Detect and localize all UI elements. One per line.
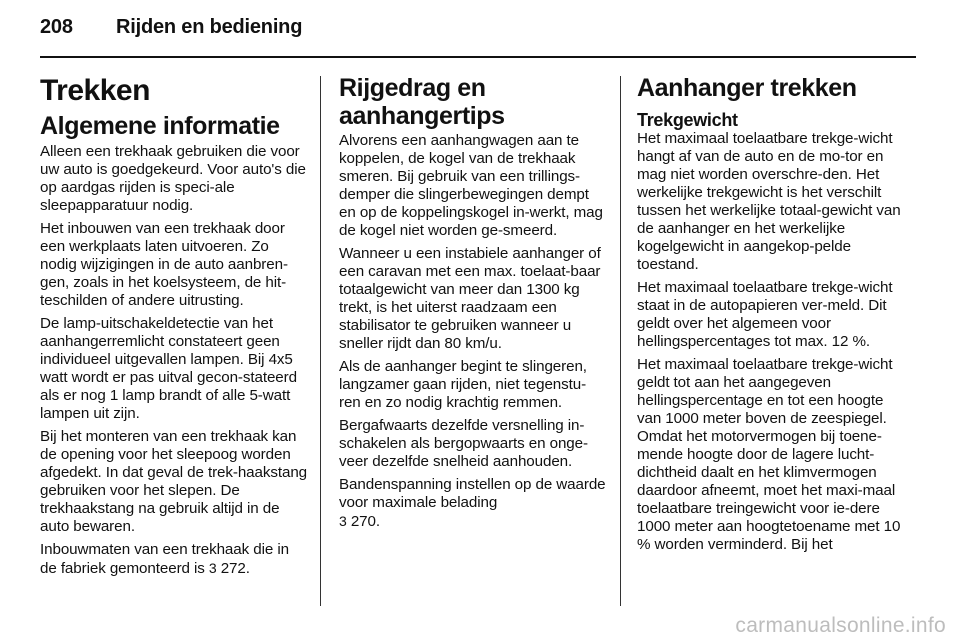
paragraph-text: Inbouwmaten van een trekhaak die in de fabriek gemonteerd is <box>40 541 289 577</box>
chapter-title: Trekken <box>40 74 150 107</box>
column-middle <box>339 74 607 536</box>
paragraph: Alleen een trekhaak gebruiken die voor uw auto is goedgekeurd. Voor auto's die op aardgas rijden is speci-ale sleepapparatuur nodig. <box>40 143 306 214</box>
column-right <box>637 74 907 559</box>
page-reference-icon: 3 <box>208 560 217 576</box>
paragraph <box>339 476 607 531</box>
paragraph: De lamp-uitschakeldetectie van het aanhangerremlicht constateert geen individueel uitgevallen lampen. Bij 4x5 watt wordt er pas uitval gecon-stateerd als er nog 1 lamp brandt of alle 5-watt lampen uit zijn. <box>40 315 297 422</box>
paragraph <box>40 541 308 578</box>
page-number: 208 <box>40 16 73 38</box>
paragraph: Als de aanhanger begint te slingeren, langzamer gaan rijden, niet tegenstu-ren en zo nodig krachtig remmen. <box>339 358 587 411</box>
page-reference-link[interactable]: 272. <box>220 560 250 577</box>
paragraph: Het maximaal toelaatbare trekge-wicht staat in de autopapieren ver-meld. Dit geldt over het algemeen voor hellingspercentages tot max. 12 %. <box>637 279 893 350</box>
paragraph: Het inbouwen van een trekhaak door een werkplaats laten uitvoeren. Zo nodig wijzigingen in de auto aanbren-gen, zoals in het koelsysteem, de hit-teschilden of andere uitrusting. <box>40 220 288 309</box>
paragraph: Bij het monteren van een trekhaak kan de opening voor het sleepoog worden afgedekt. In dat geval de trek-haakstang gebruiken voor het slepen. De trekhaakstang na gebruik altijd in de auto bewaren. <box>40 428 308 535</box>
paragraph: Alvorens een aanhangwagen aan te koppelen, de kogel van de trekhaak smeren. Bij gebruik van een trillings-demper die slingerbewegingen dempt en op de koppelingskogel in-werkt, mag de kogel niet worden ge-smeerd. <box>339 132 603 239</box>
paragraph-text: Bandenspanning instellen op de waarde voor maximale belading <box>339 476 606 511</box>
column-divider <box>620 76 621 606</box>
subsection-heading: Trekgewicht <box>637 110 738 130</box>
paragraph: Bergafwaarts dezelfde versnelling in-schakelen als bergopwaarts en onge-veer dezelfde snelheid aanhouden. <box>339 417 588 470</box>
section-title: Rijden en bediening <box>116 16 303 38</box>
paragraph: Het maximaal toelaatbare trekge-wicht hangt af van de auto en de mo-tor en mag niet worden overschre-den. Het werkelijke trekgewicht is het verschilt tussen het werkelijke totaal-gewicht van de aanhanger en het werkelijke kogelgewicht in aangekop-pelde toestand. <box>637 130 901 273</box>
page-reference-link[interactable]: 270. <box>350 513 380 530</box>
paragraph: Het maximaal toelaatbare trekge-wicht geldt tot aan het aangegeven hellingspercentage en tot een hoogte van 1000 meter boven de zeespiegel. Omdat het motorvermogen bij toene-mende hoogte door de lagere lucht-dichtheid daalt en het klimvermogen daardoor afneemt, moet het maxi-maal toelaatbare treingewicht voor ie-dere 1000 meter aan hoogtetoename met 10 % worden verminderd. Bij het <box>637 356 901 553</box>
section-heading: Aanhanger trekken <box>637 74 857 102</box>
column-left <box>40 74 308 583</box>
page-header <box>40 16 302 39</box>
section-heading: Algemene informatie <box>40 112 280 140</box>
paragraph: Wanneer u een instabiele aanhanger of een caravan met een max. toelaat-baar totaalgewicht van meer dan 1300 kg trekt, is het uiterst raadzaam een stabilisator te gebruiken wanneer u sneller rijdt dan 80 km/u. <box>339 245 601 352</box>
page-reference-icon: 3 <box>339 513 347 529</box>
watermark: carmanualsonline.info <box>735 614 946 637</box>
section-heading: Rijgedrag en aanhangertips <box>339 74 505 130</box>
column-divider <box>320 76 321 606</box>
header-rule <box>40 56 916 58</box>
